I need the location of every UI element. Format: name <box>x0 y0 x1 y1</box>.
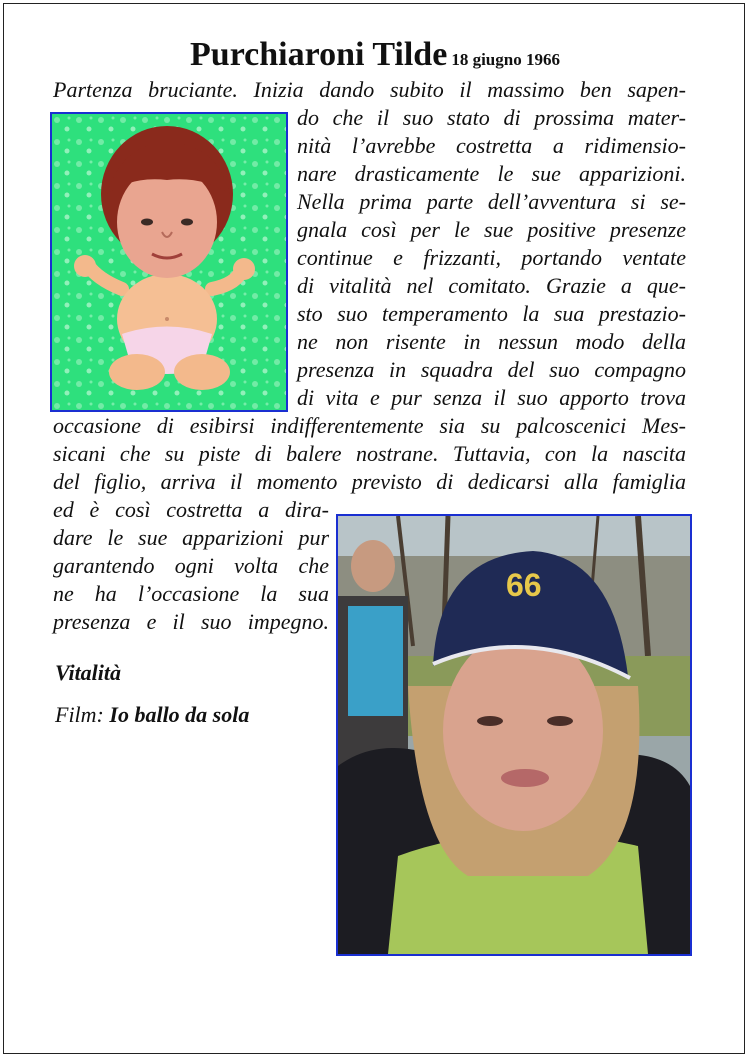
body-line: presenza e il suo impegno. <box>53 609 329 634</box>
body-line: presenza in squadra del suo compagno <box>297 357 686 382</box>
portrait-photo <box>336 514 692 956</box>
film-line <box>55 702 249 728</box>
body-line: di vita e pur senza il suo apporto trova <box>297 385 686 410</box>
body-line: nità l’avrebbe costretta a ridimensio- <box>297 133 686 158</box>
person-name: Purchiaroni Tilde <box>190 36 448 73</box>
film-title: Io ballo da sola <box>109 702 250 727</box>
body-line: do che il suo stato di prossima mater- <box>297 105 686 130</box>
body-line: continue e frizzanti, portando ventate <box>297 245 686 270</box>
body-line: sicani che su piste di balere nostrane. Tuttavia, con la nascita <box>53 441 686 466</box>
birth-date: 18 giugno 1966 <box>451 50 560 69</box>
body-line: Partenza bruciante. Inizia dando subito il massimo ben sapen- <box>53 77 686 102</box>
body-line: garantendo ogni volta che <box>53 553 329 578</box>
body-line: gnala così per le sue positive presenze <box>297 217 686 242</box>
body-line: Nella prima parte dell’avventura si se- <box>297 189 686 214</box>
body-line: di vitalità nel comitato. Grazie a que- <box>297 273 686 298</box>
body-line: occasione di esibirsi indifferentemente sia su palcoscenici Mes- <box>53 413 686 438</box>
film-label: Film: <box>55 702 104 727</box>
body-line: nare drasticamente le sue apparizioni. <box>297 161 686 186</box>
baby-picture <box>50 112 288 412</box>
body-line: ed è così costretta a dira- <box>53 497 329 522</box>
body-line: sto suo temperamento la sua prestazio- <box>297 301 686 326</box>
body-line: del figlio, arriva il momento previsto di dedicarsi alla famiglia <box>53 469 686 494</box>
body-line: dare le sue apparizioni pur <box>53 525 329 550</box>
keyword-label: Vitalità <box>55 660 122 685</box>
body-line: ne ha l’occasione la sua <box>53 581 329 606</box>
page-title <box>0 36 750 74</box>
cap-number: 66 <box>506 567 542 603</box>
body-line: ne non risente in nessun modo della <box>297 329 686 354</box>
